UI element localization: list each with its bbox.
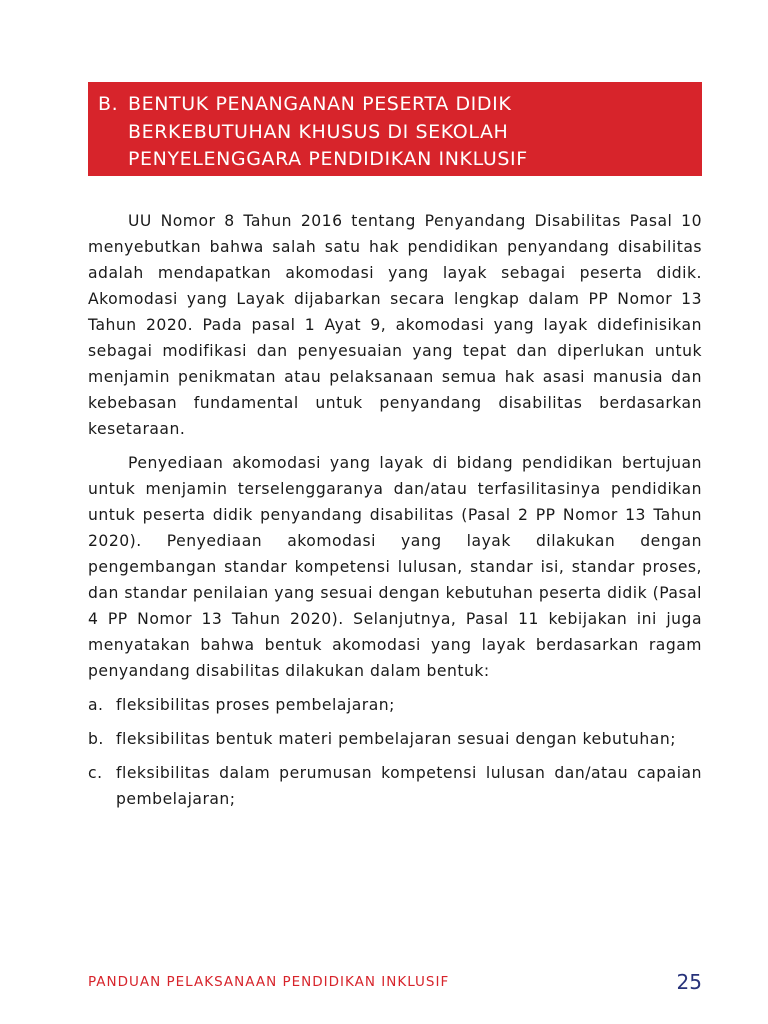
- section-header-line-3: [98, 146, 692, 174]
- section-title-line: PENYELENGGARA PENDIDIKAN INKLUSIF: [128, 148, 528, 170]
- section-title-line: BENTUK PENANGANAN PESERTA DIDIK: [128, 93, 512, 115]
- accommodation-list: [88, 692, 702, 812]
- list-item-text: fleksibilitas dalam perumusan kompetensi lulusan dan/atau capaian pembelajaran;: [116, 764, 702, 808]
- section-header: [88, 82, 702, 176]
- list-item: [88, 760, 702, 812]
- list-marker: b.: [88, 730, 104, 748]
- list-item-text: fleksibilitas proses pembelajaran;: [116, 696, 395, 714]
- section-header-line-2: [98, 119, 692, 147]
- paragraph-1: UU Nomor 8 Tahun 2016 tentang Penyandang Disabilitas Pasal 10 menyebutkan bahwa salah satu hak pendidikan penyandang disabilitas adalah mendapatkan akomodasi yang layak sebagai peserta didik. Akomodasi yang Layak dijabarkan secara lengkap dalam PP Nomor 13 Tahun 2020. Pada pasal 1 Ayat 9, akomodasi yang layak didefinisikan sebagai modifikasi dan penyesuaian yang tepat dan diperlukan untuk menjamin penikmatan atau pelaksanaan semua hak asasi manusia dan kebebasan fundamental untuk penyandang disabilitas berdasarkan kesetaraan.: [88, 212, 702, 438]
- list-item: [88, 692, 702, 718]
- footer-book-title: PANDUAN PELAKSANAAN PENDIDIKAN INKLUSIF: [88, 974, 450, 990]
- page-number: 25: [676, 970, 702, 994]
- section-header-line-1: [98, 91, 692, 119]
- list-marker: c.: [88, 764, 103, 782]
- section-marker: B.: [98, 93, 119, 115]
- section-title-line: BERKEBUTUHAN KHUSUS DI SEKOLAH: [128, 120, 509, 143]
- body-content: [88, 208, 702, 820]
- paragraph-2: Penyediaan akomodasi yang layak di bidang pendidikan bertujuan untuk menjamin terselenggaranya dan/atau terfasilitasinya pendidikan untuk peserta didik penyandang disabilitas (Pasal 2 PP Nomor 13 Tahun 2020). Penyediaan akomodasi yang layak dilakukan dengan pengembangan standar kompetensi lulusan, standar isi, standar proses, dan standar penilaian yang sesuai dengan kebutuhan peserta didik (Pasal 4 PP Nomor 13 Tahun 2020). Selanjutnya, Pasal 11 kebijakan ini juga menyatakan bahwa bentuk akomodasi yang layak berdasarkan ragam penyandang disabilitas dilakukan dalam bentuk:: [88, 454, 702, 680]
- list-item: [88, 726, 702, 752]
- list-item-text: fleksibilitas bentuk materi pembelajaran sesuai dengan kebutuhan;: [116, 730, 676, 748]
- list-marker: a.: [88, 696, 104, 714]
